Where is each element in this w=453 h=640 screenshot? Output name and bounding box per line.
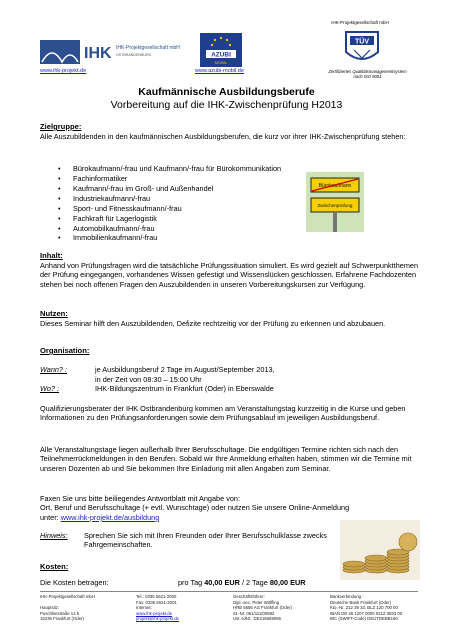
organisation-heading: Organisation: xyxy=(40,346,90,355)
kosten-price xyxy=(178,578,306,587)
tuv-header-text: IHK-Projektgesellschaft mbH xyxy=(331,20,389,25)
tuv-certificate-text xyxy=(320,69,415,80)
tuv-cert-line1: Zertifiziertes Qualitätsmanagementsystem xyxy=(328,69,407,74)
org-paragraph-2: Alle Veranstaltungstage liegen außerhalb Ihrer Berufsschultage. Die endgültigen Termine richten sich nach den Teilnehmerrückmeldungen in den Berufen. Sobald wir Ihre Anmeldung erhalten haben, stimmen wir die Termine mit unseren Dozenten ab und Sie bekommen Ihre Einladung mit allen Angaben zum Seminar. xyxy=(40,445,412,473)
list-item: • Industriekaufmann/-frau xyxy=(58,194,281,204)
org-paragraph-3-line2: Ort, Beruf und Berufsschultage (+ evtl. Wunschtage) oder nutzen Sie unsere Online-Anmeldung xyxy=(40,503,350,513)
inhalt-text: Anhand von Prüfungsfragen wird die tatsächliche Prüfungssituation simuliert. Es wird gezielt auf Schwerpunktthemen der Prüfung eingegangen, vorhandenes Wissen gefestigt und Wissenslücken geschlossen. Erfahrene Fachdozenten stehen bei noch offenen Fragen den Auszubildenden in unseren Vorbereitungskursen zur Verfügung. xyxy=(40,260,419,289)
sign-bottom-text: Zwischenprüfung xyxy=(317,203,353,208)
wo-row xyxy=(40,384,425,396)
zielgruppe-heading: Zielgruppe: xyxy=(40,122,82,131)
tuv-logo xyxy=(340,28,384,68)
wo-label: Wo? : xyxy=(40,384,60,393)
footer-divider xyxy=(40,591,418,592)
footer-line: Puschkinstraße 12 b xyxy=(40,610,80,616)
org-paragraph-3-line1: Faxen Sie uns bitte beiliegendes Antwortblatt mit Angabe von: xyxy=(40,494,240,503)
list-item: • Kaufmann/-frau im Groß- und Außenhandel xyxy=(58,184,281,194)
wann-line2: in der Zeit von 08:30 – 15:00 Uhr xyxy=(95,374,202,384)
footer-line: Tel.: 0335 5621-2000 xyxy=(136,594,177,599)
inhalt-section xyxy=(40,251,425,289)
org-paragraph-1: Qualifizierungsberater der IHK Ostbrandenburg kommen am Veranstaltungstag kurzzeitig in die Kurse und geben Informationen zu den Prüfungsanforderungen sowie dem Prüfungsablauf im jeweiligen Ausbildungsberuf. xyxy=(40,404,406,423)
footer-line: Geschäftsführer: xyxy=(233,594,265,599)
kosten-label: Die Kosten betragen: xyxy=(40,578,109,587)
wann-line1: je Ausbildungsberuf 2 Tage im August/September 2013, xyxy=(95,365,275,374)
footer-line: St.-Nr. 061/111/00592 xyxy=(233,610,275,616)
footer-line: IBAN DE 46 1207 0000 0212 3933 00 xyxy=(330,610,403,616)
azubi-logo-text: AZUBI xyxy=(211,51,231,59)
footer-line: Ust.-IdNr.: DE216689066 xyxy=(233,616,282,622)
footer-col-bank xyxy=(330,594,425,622)
nutzen-heading: Nutzen: xyxy=(40,309,68,318)
ihk-link[interactable]: www.ihk-projekt.de xyxy=(40,68,87,74)
tuv-logo-text: TÜV xyxy=(355,38,369,46)
price-prefix: pro Tag xyxy=(178,578,205,587)
footer-line: Hauptsitz: xyxy=(40,605,60,611)
document-title: Kaufmännische Ausbildungsberufe xyxy=(138,86,315,98)
tuv-cert-line2: nach ISO 9001 xyxy=(353,74,382,80)
footer-line: IHK-Projektgesellschaft mbH xyxy=(40,594,95,599)
footer-line: Dipl.-oec. Peter Wölfling xyxy=(233,599,280,605)
online-registration-link[interactable]: www.ihk-projekt.de/ausbildung xyxy=(60,512,160,522)
list-item: • Automobilkaufmann/-frau xyxy=(58,224,281,234)
road-sign-image xyxy=(306,172,364,232)
price-separator: / 2 Tage xyxy=(239,578,270,587)
price-per-day: 40,00 EUR xyxy=(204,578,240,587)
kosten-heading: Kosten: xyxy=(40,562,69,571)
online-registration-prefix: unter: xyxy=(40,512,61,522)
hinweis-text: Sprechen Sie sich mit Ihren Freunden oder Ihrer Berufsschulklasse zwecks Fahrgemeinschaften. xyxy=(84,531,327,550)
footer-website-link[interactable]: www.ihk-projekt.de xyxy=(136,610,173,616)
org-paragraph-3 xyxy=(40,494,425,522)
list-item: • Fachinformatiker xyxy=(58,174,281,184)
price-two-days: 80,00 EUR xyxy=(269,578,306,587)
list-item: • Bürokaufmann/-frau und Kaufmann/-frau für Bürokommunikation xyxy=(58,164,281,174)
ihk-logo-text: IHK xyxy=(84,45,112,62)
footer-line: BIC (SWIFT-Code) DEUTDEBB160 xyxy=(330,616,398,622)
kosten-section xyxy=(40,562,425,572)
document-subtitle: Vorbereitung auf die IHK-Zwischenprüfung H2013 xyxy=(110,99,343,111)
footer-line: 15236 Frankfurt (Oder) xyxy=(40,616,84,622)
azubi-logo xyxy=(200,33,242,67)
target-groups-list xyxy=(58,164,281,243)
footer-line: Bankverbindung : xyxy=(330,594,364,599)
footer-line: Fax: 0335 5621-2001 xyxy=(136,599,177,605)
wann-label: Wann? : xyxy=(40,365,68,374)
wo-text: IHK-Bildungszentrum in Frankfurt (Oder) in Eberswalde xyxy=(95,384,274,393)
azubi-link[interactable]: www.azubi-mobil.de xyxy=(195,68,244,74)
footer-line: Kto.-Nr. 212 39 33, BLZ 120 700 00 xyxy=(330,605,398,611)
list-item: • Sport- und Fitnesskaufmann/-frau xyxy=(58,204,281,214)
footer-line: Deutsche Bank Frankfurt (Oder) xyxy=(330,599,392,605)
ihk-logo-sub2: OSTBRANDENBURG xyxy=(116,53,152,57)
footer-email-link[interactable]: projekt@ihk-projekt.de xyxy=(136,616,180,622)
nutzen-section xyxy=(40,309,425,328)
footer-line: HRB 5656 AG Frankfurt (Oder) xyxy=(233,605,292,611)
ihk-logo xyxy=(40,38,180,66)
azubi-logo-sub: MOBIL xyxy=(214,60,228,65)
footer-line: Internet: xyxy=(136,605,152,611)
ihk-logo-sub1: IHK-Projektgesellschaft mbH xyxy=(116,45,180,51)
nutzen-text: Dieses Seminar hilft den Auszubildenden, Defizite rechtzeitig vor der Prüfung zu erkennen und abzubauen. xyxy=(40,318,386,328)
organisation-section xyxy=(40,346,425,356)
zielgruppe-section xyxy=(40,122,425,141)
list-item: • Fachkraft für Lagerlogistik xyxy=(58,214,281,224)
hinweis-label: Hinweis: xyxy=(40,531,68,540)
footer-col-company xyxy=(40,594,120,622)
footer-col-management xyxy=(233,594,323,622)
zielgruppe-text: Alle Auszubildenden in den kaufmännischen Ausbildungsberufen, die kurz vor ihrer IHK-Zwischenprüfung stehen: xyxy=(40,131,406,141)
list-item: • Immobilienkaufmann/-frau xyxy=(58,233,281,243)
footer-col-contact xyxy=(136,594,216,622)
sign-top-text: Bürokaufmann xyxy=(318,183,352,189)
inhalt-heading: Inhalt: xyxy=(40,251,63,260)
